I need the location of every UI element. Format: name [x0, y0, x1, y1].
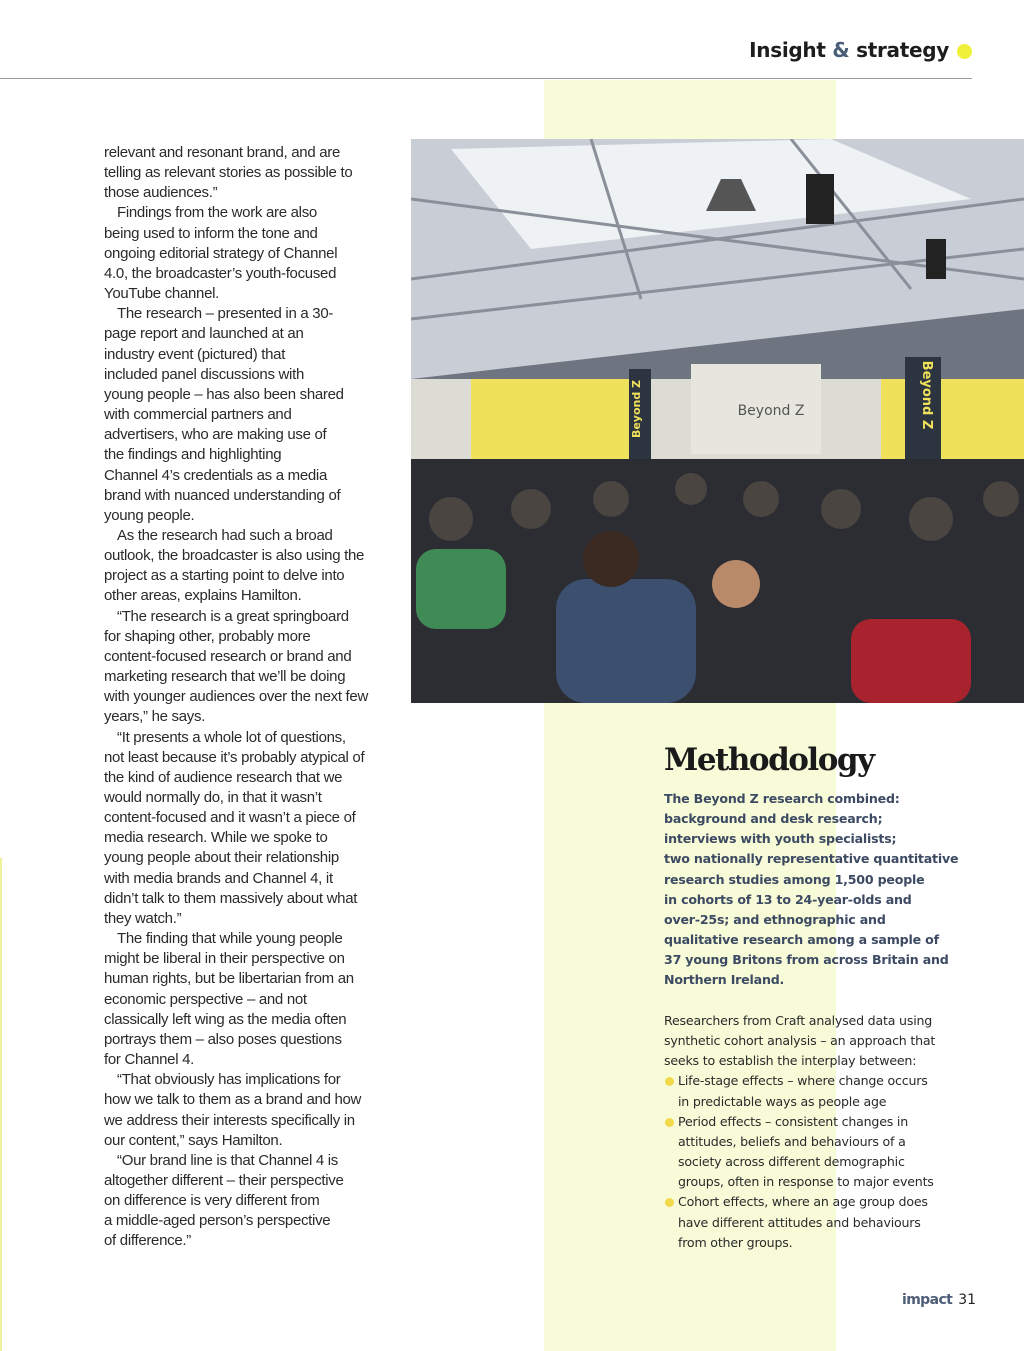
- summary-line: 37 young Britons from across Britain and: [664, 952, 949, 968]
- body-line: young people – has also been shared: [104, 385, 344, 403]
- body-line: not least because it’s probably atypical of: [104, 748, 365, 766]
- intro-line: Researchers from Craft analysed data using: [664, 1013, 933, 1028]
- body-line: marketing research that we’ll be doing: [104, 668, 346, 686]
- header-rule: [0, 78, 972, 79]
- body-line: portrays them – also poses questions: [104, 1030, 342, 1048]
- intro-line: seeks to establish the interplay between:: [664, 1053, 917, 1069]
- body-line: those audiences.”: [104, 184, 218, 202]
- body-line: brand with nuanced understanding of: [104, 486, 341, 504]
- body-line: years,” he says.: [104, 708, 206, 726]
- body-line: ongoing editorial strategy of Channel: [104, 244, 338, 262]
- body-line: of difference.”: [104, 1232, 191, 1250]
- body-line: our content,” says Hamilton.: [104, 1131, 283, 1149]
- summary-line: The Beyond Z research combined:: [664, 791, 900, 806]
- summary-line: two nationally representative quantitative: [664, 851, 959, 867]
- bullet-dot-icon: [665, 1077, 674, 1086]
- body-line: “The research is a great springboard: [117, 607, 349, 625]
- body-line: outlook, the broadcaster is also using the: [104, 547, 365, 565]
- summary-line: research studies among 1,500 people: [664, 871, 925, 887]
- body-line: being used to inform the tone and: [104, 224, 318, 242]
- body-line: project as a starting point to delve into: [104, 567, 345, 585]
- body-line: with commercial partners and: [104, 406, 292, 424]
- body-line: the findings and highlighting: [104, 446, 282, 464]
- body-line: with younger audiences over the next few: [104, 688, 368, 706]
- summary-line: interviews with youth specialists;: [664, 831, 897, 847]
- body-line: “It presents a whole lot of questions,: [117, 728, 346, 746]
- section-word: Insight: [749, 38, 833, 62]
- bullet-line: [664, 1152, 935, 1172]
- sidebar-title: Methodology: [664, 742, 874, 778]
- summary-line: Northern Ireland.: [664, 972, 785, 988]
- body-line: media research. While we spoke to: [104, 829, 328, 847]
- article-body: [104, 143, 384, 1252]
- body-line: advertisers, who are making use of: [104, 426, 327, 444]
- body-line: might be liberal in their perspective on: [104, 950, 345, 968]
- bullet-text: attitudes, beliefs and behaviours of a: [678, 1133, 906, 1149]
- page-number: 31: [958, 1292, 977, 1308]
- body-line: “That obviously has implications for: [117, 1071, 341, 1089]
- publication-logo: impact: [902, 1292, 953, 1308]
- bullet-line: [664, 1112, 935, 1132]
- body-line: economic perspective – and not: [104, 990, 307, 1008]
- summary-line: background and desk research;: [664, 811, 883, 827]
- body-line: Findings from the work are also: [117, 204, 317, 222]
- edge-stripe: [0, 858, 2, 1351]
- bullet-dot-icon: [665, 1118, 674, 1127]
- bullet-text: Life-stage effects – where change occurs: [678, 1073, 928, 1089]
- body-line: would normally do, in that it wasn’t: [104, 789, 322, 806]
- body-line: how we talk to them as a brand and how: [104, 1091, 362, 1109]
- body-line: The finding that while young people: [117, 930, 343, 948]
- body-line: 4.0, the broadcaster’s youth-focused: [104, 264, 337, 282]
- bullet-text: groups, often in response to major events: [678, 1174, 934, 1190]
- ampersand: &: [832, 38, 850, 62]
- body-line: “Our brand line is that Channel 4 is: [117, 1151, 338, 1169]
- yellow-dot-icon: [957, 44, 972, 59]
- bullet-line: [664, 1172, 935, 1192]
- event-photo: [411, 139, 1024, 703]
- methodology-summary: [664, 789, 958, 991]
- body-line: with media brands and Channel 4, it: [104, 869, 333, 887]
- body-line: a middle-aged person’s perspective: [104, 1212, 331, 1230]
- bullet-line: [664, 1132, 935, 1152]
- body-line: young people.: [104, 506, 195, 524]
- body-line: didn’t talk to them massively about what: [104, 889, 358, 907]
- bullet-line: [664, 1213, 935, 1233]
- bullet-text: from other groups.: [678, 1234, 793, 1250]
- intro-line: synthetic cohort analysis – an approach that: [664, 1033, 936, 1049]
- body-line: included panel discussions with: [104, 365, 304, 383]
- banner-text: Beyond Z: [630, 379, 643, 439]
- bullet-text: Cohort effects, where an age group does: [678, 1194, 928, 1210]
- body-line: young people about their relationship: [104, 849, 339, 867]
- summary-line: in cohorts of 13 to 24-year-olds and: [664, 891, 912, 907]
- section-header: [749, 38, 949, 62]
- body-line: telling as relevant stories as possible to: [104, 164, 353, 182]
- page-footer: [902, 1292, 976, 1308]
- body-line: they watch.”: [104, 909, 182, 927]
- body-line: content-focused and it wasn’t a piece of: [104, 809, 356, 827]
- body-line: other areas, explains Hamilton.: [104, 587, 302, 605]
- section-word: strategy: [849, 38, 949, 62]
- body-line: for Channel 4.: [104, 1051, 195, 1069]
- body-line: on difference is very different from: [104, 1192, 320, 1210]
- screen-text: Beyond Z: [737, 403, 805, 419]
- body-line: content-focused research or brand and: [104, 647, 352, 665]
- body-line: As the research had such a broad: [117, 526, 333, 544]
- body-line: page report and launched at an: [104, 325, 304, 343]
- body-line: YouTube channel.: [104, 285, 220, 303]
- body-line: for shaping other, probably more: [104, 627, 311, 645]
- bullet-line: [664, 1233, 935, 1253]
- bullet-line: [664, 1071, 935, 1091]
- body-line: we address their interests specifically in: [104, 1111, 355, 1129]
- bullet-line: [664, 1092, 935, 1112]
- body-line: the kind of audience research that we: [104, 768, 343, 786]
- body-line: The research – presented in a 30-: [117, 305, 334, 323]
- banner-text: Beyond Z: [919, 360, 934, 430]
- bullet-dot-icon: [665, 1198, 674, 1207]
- summary-line: qualitative research among a sample of: [664, 932, 939, 948]
- bullet-line: [664, 1192, 935, 1212]
- body-line: classically left wing as the media often: [104, 1010, 347, 1028]
- body-line: human rights, but be libertarian from an: [104, 970, 354, 988]
- bullet-text: have different attitudes and behaviours: [678, 1214, 921, 1230]
- methodology-body: [664, 1011, 935, 1253]
- body-line: industry event (pictured) that: [104, 345, 286, 363]
- body-line: Channel 4’s credentials as a media: [104, 466, 327, 484]
- body-line: altogether different – their perspective: [104, 1171, 344, 1189]
- bullet-text: Period effects – consistent changes in: [678, 1113, 908, 1129]
- summary-line: over-25s; and ethnographic and: [664, 911, 886, 927]
- bullet-text: in predictable ways as people age: [678, 1093, 887, 1109]
- bullet-text: society across different demographic: [678, 1154, 905, 1170]
- body-line: relevant and resonant brand, and are: [104, 144, 341, 161]
